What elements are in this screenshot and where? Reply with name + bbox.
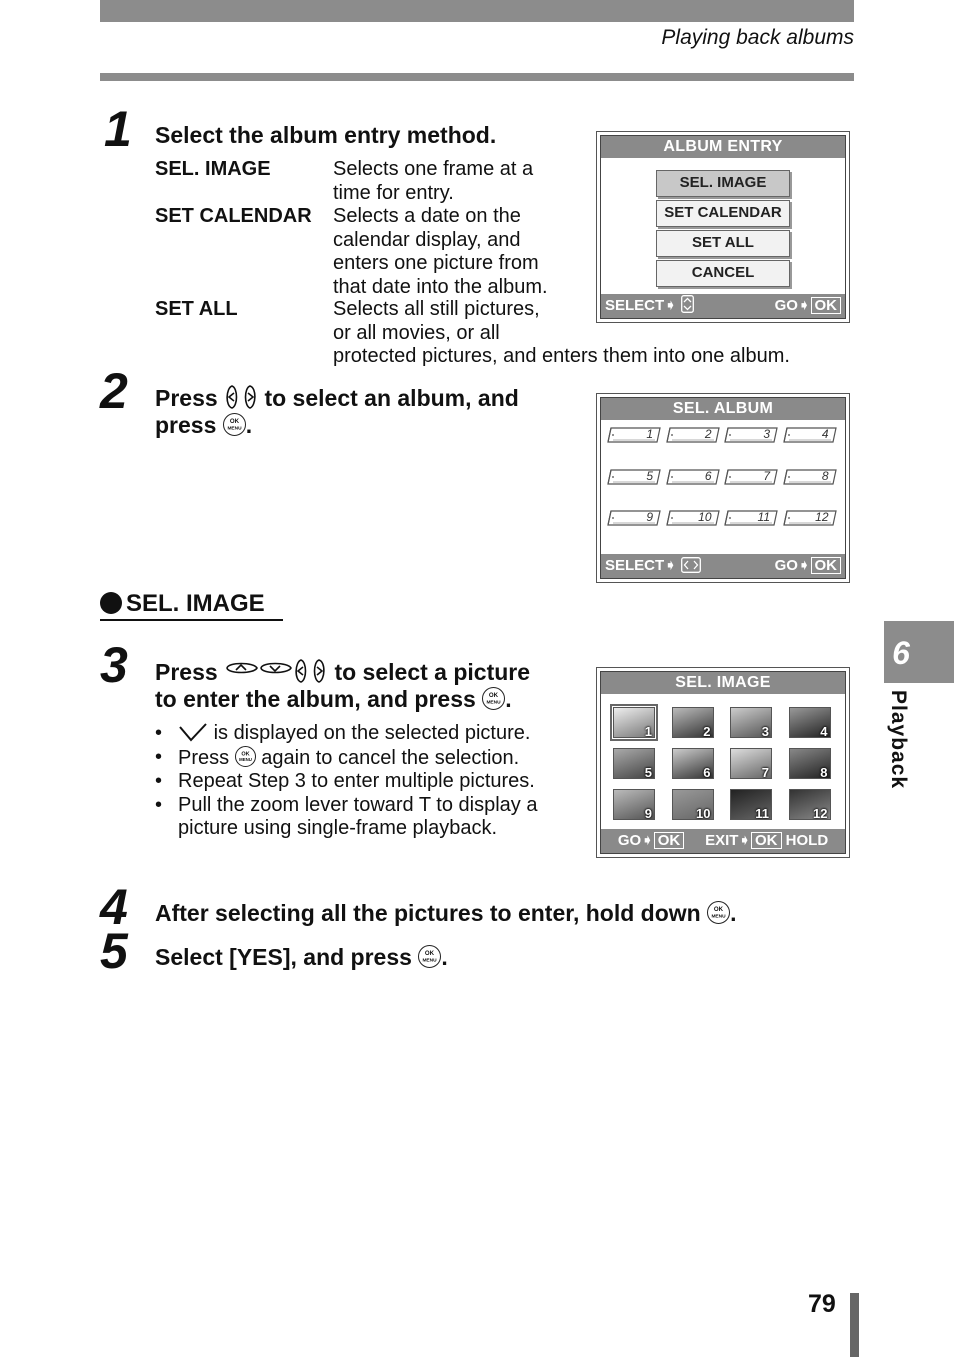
term-set-calendar-desc: Selects a date on the calendar display, and enters one picture from that date into the album.: [333, 205, 548, 298]
ok-box: OK: [811, 297, 842, 314]
album-number: 10: [698, 510, 712, 524]
step-number-5: 5: [100, 923, 126, 979]
album-slot[interactable]: [724, 469, 776, 485]
step2-heading: Press to select an album, and press OK MENU .: [155, 385, 519, 438]
menu-sel-image[interactable]: SEL. IMAGE: [656, 170, 790, 197]
image-thumbnail[interactable]: [613, 748, 655, 779]
svg-text:MENU: MENU: [227, 426, 242, 432]
image-thumbnail[interactable]: [613, 789, 655, 820]
album-slot[interactable]: [783, 510, 835, 526]
image-thumbnail[interactable]: [730, 748, 772, 779]
sel-image-screen: [596, 667, 850, 858]
up-down-arrows-icon: [681, 295, 694, 313]
album-number: 1: [646, 427, 653, 441]
svg-text:OK: OK: [714, 906, 724, 914]
step3-bullets: [155, 722, 575, 841]
svg-text:MENU: MENU: [711, 914, 726, 920]
term-sel-image: SEL. IMAGE: [155, 158, 271, 180]
step-number-4: 4: [100, 879, 126, 935]
image-thumbnail[interactable]: [672, 789, 714, 820]
thumbnail-number: 5: [644, 765, 652, 779]
album-number: 2: [704, 427, 712, 441]
menu-set-all[interactable]: SET ALL: [656, 230, 790, 257]
arrow-right-icon: ➧: [738, 832, 751, 849]
album-number: 6: [704, 468, 712, 483]
footer-go-label: GO: [774, 297, 798, 314]
album-slot[interactable]: [666, 427, 718, 443]
album-number: 8: [821, 468, 829, 483]
screen-footer: [601, 829, 845, 853]
album-slot[interactable]: [607, 510, 659, 526]
arrow-right-icon: ➧: [664, 297, 677, 314]
image-thumbnail[interactable]: [789, 789, 831, 820]
ok-menu-button-icon: [482, 687, 505, 710]
arrow-right-icon: ➧: [797, 557, 811, 574]
ok-box: OK: [751, 832, 782, 849]
image-thumbnail[interactable]: [730, 789, 772, 820]
thumbnail-number: 2: [703, 724, 711, 738]
album-slot[interactable]: [724, 510, 776, 526]
album-number: 3: [763, 427, 770, 441]
arrow-right-icon: ➧: [797, 297, 811, 314]
ok-menu-button-icon: [223, 413, 246, 436]
footer-go-label: GO: [617, 832, 642, 849]
thumbnail-number: 8: [820, 765, 828, 779]
image-thumbnail[interactable]: [730, 707, 772, 738]
thumbnail-number: 1: [644, 724, 652, 738]
bullet-dot-icon: [100, 592, 122, 614]
screen-footer: [601, 554, 845, 578]
album-number: 9: [646, 510, 653, 524]
menu-set-calendar[interactable]: SET CALENDAR: [656, 200, 790, 227]
thumbnail-number: 9: [644, 806, 652, 820]
album-slot[interactable]: [607, 427, 659, 443]
album-slot[interactable]: [666, 469, 718, 485]
screen-title: SEL. IMAGE: [601, 672, 845, 694]
header-bar: [100, 0, 854, 22]
step4-heading: After selecting all the pictures to enter, hold down OK MENU .: [155, 900, 737, 926]
image-thumbnail[interactable]: [672, 707, 714, 738]
svg-text:OK: OK: [489, 692, 499, 700]
ok-box: OK: [654, 832, 685, 849]
chapter-label: Playback: [887, 690, 910, 790]
page-number: 79: [808, 1290, 836, 1318]
arrow-right-icon: ➧: [641, 832, 654, 849]
page-edge-bar: [850, 1293, 859, 1357]
album-slot[interactable]: [607, 469, 659, 485]
footer-select-label: SELECT: [605, 557, 665, 574]
screen-footer: [601, 294, 845, 318]
step-number-1: 1: [104, 101, 130, 157]
image-thumbnail[interactable]: [789, 748, 831, 779]
arrow-right-icon: ➧: [664, 557, 677, 574]
svg-text:OK: OK: [425, 950, 435, 958]
bullet-item: • is displayed on the selected picture.: [155, 722, 575, 746]
four-way-arrows-icon: [224, 658, 328, 684]
album-entry-screen: [596, 131, 850, 323]
menu-cancel[interactable]: CANCEL: [656, 260, 790, 287]
sel-album-screen: [596, 393, 850, 583]
image-thumbnail[interactable]: [789, 707, 831, 738]
bullet-item: • Pull the zoom lever toward T to display a picture using single-frame playback.: [155, 794, 555, 841]
image-thumbnail[interactable]: [672, 748, 714, 779]
album-slot[interactable]: [724, 427, 776, 443]
footer-select-label: SELECT: [605, 297, 665, 314]
ok-menu-button-icon: [707, 901, 730, 924]
svg-text:OK: OK: [241, 750, 250, 757]
header-rule: [100, 73, 854, 81]
svg-text:MENU: MENU: [422, 958, 437, 964]
album-number: 5: [646, 468, 653, 483]
section-title: Playing back albums: [661, 26, 854, 49]
chapter-number: 6: [892, 635, 910, 671]
term-set-all: SET ALL: [155, 298, 238, 320]
step-number-3: 3: [100, 637, 126, 693]
thumbnail-number: 10: [696, 806, 711, 820]
subsection-underline: [100, 619, 283, 621]
album-number: 11: [757, 510, 770, 524]
term-sel-image-desc: Selects one frame at a time for entry.: [333, 158, 534, 204]
step1-heading: Select the album entry method.: [155, 122, 497, 148]
footer-exit-label: EXIT: [705, 832, 739, 849]
step-number-2: 2: [100, 363, 126, 419]
screen-title: ALBUM ENTRY: [601, 136, 845, 158]
step5-heading: Select [YES], and press OK MENU .: [155, 944, 448, 970]
ok-box: OK: [811, 557, 842, 574]
thumbnail-number: 6: [703, 765, 711, 779]
footer-hold-label: HOLD: [785, 832, 829, 849]
album-number: 7: [763, 468, 770, 483]
thumbnail-number: 4: [820, 724, 828, 738]
left-right-arrows-icon: [224, 384, 258, 410]
svg-text:MENU: MENU: [486, 700, 501, 706]
checkmark-icon: [178, 722, 208, 742]
album-number: 12: [815, 510, 829, 524]
album-slot[interactable]: [783, 427, 835, 443]
svg-text:MENU: MENU: [238, 756, 252, 762]
ok-menu-button-icon: [235, 746, 256, 767]
thumbnail-number: 7: [761, 765, 769, 779]
left-right-arrows-icon: [681, 557, 701, 573]
bullet-item: • Repeat Step 3 to enter multiple pictures.: [155, 770, 575, 794]
step3-heading: Press to select a picture to enter the album, and press OK MENU .: [155, 659, 531, 712]
chapter-tab: [884, 621, 954, 683]
image-thumbnail[interactable]: [613, 707, 655, 738]
term-set-all-desc: Selects all still pictures, or all movies, or all protected pictures, and enters them into one album.: [333, 298, 790, 367]
thumbnail-number: 11: [755, 806, 769, 820]
screen-title: SEL. ALBUM: [601, 398, 845, 420]
bullet-item: • Press OK MENU again to cancel the selection.: [155, 746, 575, 771]
album-number: 4: [821, 427, 829, 441]
term-set-calendar: SET CALENDAR: [155, 205, 312, 227]
thumbnail-number: 3: [761, 724, 769, 738]
footer-go-label: GO: [774, 557, 798, 574]
svg-text:OK: OK: [229, 418, 239, 426]
thumbnail-number: 12: [813, 806, 828, 820]
ok-menu-button-icon: [418, 945, 441, 968]
album-slot[interactable]: [783, 469, 835, 485]
subsection-heading: SEL. IMAGE: [100, 590, 265, 618]
album-slot[interactable]: [666, 510, 718, 526]
